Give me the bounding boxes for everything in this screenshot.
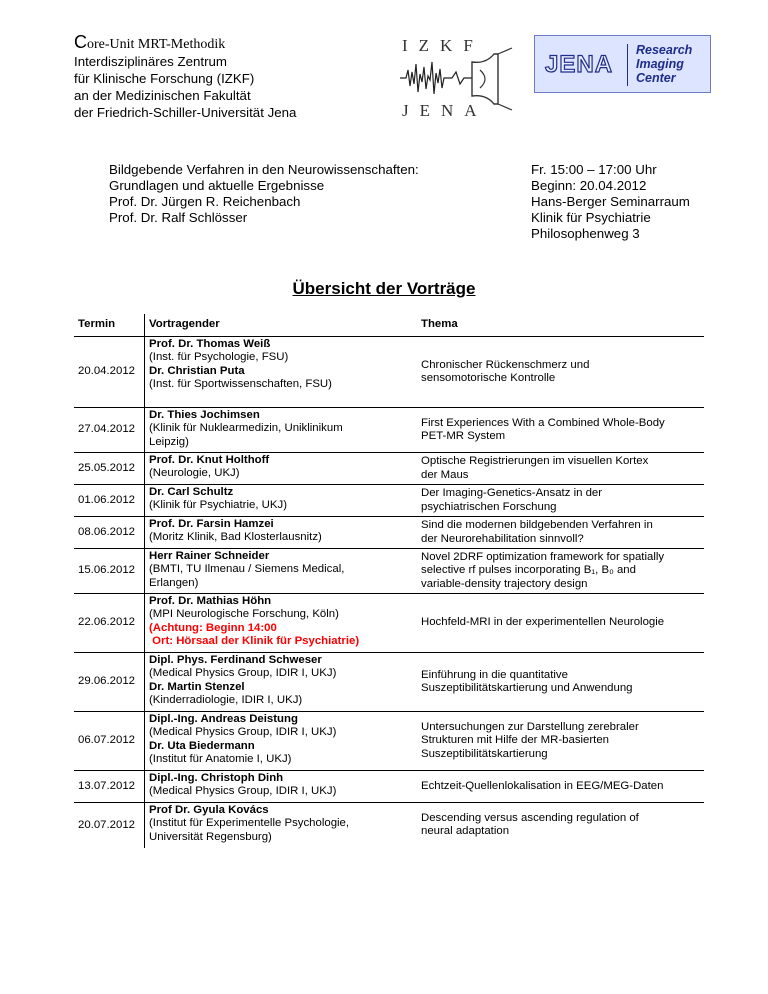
speaker-note: Ort: Hörsaal der Klinik für Psychiatrie) <box>149 635 360 648</box>
talk-speaker <box>145 337 412 408</box>
talk-topic <box>411 712 704 771</box>
topic-line: Descending versus ascending regulation of <box>421 811 639 824</box>
speaker-affiliation: (Institut für Experimentelle Psychologie, <box>149 817 350 830</box>
course-title: Bildgebende Verfahren in den Neurowissenschaften: <box>109 162 419 177</box>
talk-date: 29.06.2012 <box>74 653 145 712</box>
speaker-affiliation: (Kinderradiologie, IDIR I, UKJ) <box>149 694 303 707</box>
talks-table-body <box>74 337 704 848</box>
lecturer-1: Prof. Dr. Jürgen R. Reichenbach <box>109 194 301 209</box>
topic-line: Strukturen mit Hilfe der MR-basierten <box>421 734 610 747</box>
institute-line-5: der Friedrich-Schiller-Universität Jena <box>74 105 297 120</box>
topic-line: Chronischer Rückenschmerz und <box>421 358 590 371</box>
talk-topic <box>411 803 704 848</box>
page-title: Übersicht der Vorträge <box>292 279 476 298</box>
speaker-name: Dr. Martin Stenzel <box>149 680 245 693</box>
street: Philosophenweg 3 <box>531 226 640 241</box>
speaker-affiliation: (Neurologie, UKJ) <box>149 467 240 480</box>
talk-speaker <box>145 485 412 517</box>
room: Hans-Berger Seminarraum <box>531 194 690 209</box>
topic-line: Novel 2DRF optimization framework for spatially <box>421 550 665 563</box>
start-date: Beginn: 20.04.2012 <box>531 178 647 193</box>
talk-topic <box>411 549 704 594</box>
speaker-name: Prof Dr. Gyula Kovács <box>149 804 269 816</box>
talk-speaker <box>145 594 412 653</box>
core-unit-line <box>74 34 296 53</box>
speaker-affiliation: (Klinik für Nuklearmedizin, Uniklinikum <box>149 422 343 435</box>
talk-speaker <box>145 712 412 771</box>
topic-line: neural adaptation <box>421 825 510 838</box>
talk-topic <box>411 453 704 485</box>
talk-date: 20.04.2012 <box>74 337 145 408</box>
speaker-name: Dr. Thies Jochimsen <box>149 409 260 421</box>
institute-line-2: Interdisziplinäres Zentrum <box>74 54 227 69</box>
table-row <box>74 771 704 803</box>
schedule-info <box>531 162 690 242</box>
table-row <box>74 337 704 408</box>
jena-logo-word: JENA <box>545 51 614 78</box>
talk-speaker <box>145 453 412 485</box>
talks-table <box>74 314 704 848</box>
table-row <box>74 408 704 453</box>
talk-speaker <box>145 771 412 803</box>
logo-line-1: Research <box>636 43 693 57</box>
talk-topic <box>411 408 704 453</box>
institute-line-3: für Klinische Forschung (IZKF) <box>74 71 255 86</box>
course-subtitle: Grundlagen und aktuelle Ergebnisse <box>109 178 325 193</box>
speaker-name: Dipl.-Ing. Christoph Dinh <box>149 772 284 784</box>
talk-topic <box>411 517 704 549</box>
speaker-affiliation: Erlangen) <box>149 576 199 589</box>
talk-date: 25.05.2012 <box>74 453 145 485</box>
talk-date: 06.07.2012 <box>74 712 145 771</box>
talk-date: 08.06.2012 <box>74 517 145 549</box>
speaker-name: Prof. Dr. Knut Holthoff <box>149 454 270 466</box>
topic-line: Untersuchungen zur Darstellung zerebraler <box>421 720 639 733</box>
table-row <box>74 453 704 485</box>
speaker-affiliation: (Inst. für Psychologie, FSU) <box>149 351 289 364</box>
institute-line-4: an der Medizinischen Fakultät <box>74 88 251 103</box>
speaker-name: Dipl. Phys. Ferdinand Schweser <box>149 654 322 666</box>
talk-date: 13.07.2012 <box>74 771 145 803</box>
talk-date: 01.06.2012 <box>74 485 145 517</box>
talk-topic <box>411 594 704 653</box>
talk-date: 20.07.2012 <box>74 803 145 848</box>
talk-speaker <box>145 517 412 549</box>
speaker-affiliation: (Medical Physics Group, IDIR I, UKJ) <box>149 667 337 680</box>
speaker-name: Herr Rainer Schneider <box>149 550 270 562</box>
speaker-name: Prof. Dr. Farsin Hamzei <box>149 518 274 530</box>
topic-line: Sind die modernen bildgebenden Verfahren in <box>421 519 653 532</box>
speaker-note: (Achtung: Beginn 14:00 <box>149 621 277 634</box>
talk-topic <box>411 485 704 517</box>
speaker-affiliation: (Institut für Anatomie I, UKJ) <box>149 753 292 766</box>
talk-date: 15.06.2012 <box>74 549 145 594</box>
research-imaging-center-text <box>636 43 692 85</box>
header-termin: Termin <box>74 314 145 337</box>
topic-line: Suszeptibilitätskartierung und Anwendung <box>421 682 633 694</box>
topic-line: sensomotorische Kontrolle <box>421 372 556 384</box>
waveform-icon <box>400 62 472 94</box>
topic-line: selective rf pulses incorporating B₁, B₀ and <box>421 564 636 577</box>
speaker-affiliation: (BMTI, TU Ilmenau / Siemens Medical, <box>149 563 345 576</box>
topic-line: Suszeptibilitätskartierung <box>421 747 548 760</box>
speaker-affiliation: (Klinik für Psychiatrie, UKJ) <box>149 499 287 512</box>
talk-speaker <box>145 549 412 594</box>
topic-line: Der Imaging-Genetics-Ansatz in der <box>421 487 603 500</box>
logo-divider <box>627 44 628 86</box>
speaker-name: Dr. Christian Puta <box>149 364 245 377</box>
izkf-logo-bottom: JENA <box>402 101 488 120</box>
talk-speaker <box>145 653 412 712</box>
topic-line: variable-density trajectory design <box>421 577 588 590</box>
speaker-name: Dr. Carl Schultz <box>149 486 234 498</box>
core-unit-initial: C <box>74 32 87 52</box>
table-row <box>74 594 704 653</box>
izkf-logo <box>398 34 518 126</box>
topic-line: der Neurorehabilitation sinnvoll? <box>421 532 584 545</box>
speaker-name: Prof. Dr. Thomas Weiß <box>149 338 271 350</box>
talk-speaker <box>145 803 412 848</box>
speaker-affiliation: (Inst. für Sportwissenschaften, FSU) <box>149 378 332 391</box>
talk-date: 27.04.2012 <box>74 408 145 453</box>
header-vortragender: Vortragender <box>145 314 412 337</box>
table-row <box>74 803 704 848</box>
topic-line: Echtzeit-Quellenlokalisation in EEG/MEG-Daten <box>421 779 664 792</box>
speaker-affiliation: (Medical Physics Group, IDIR I, UKJ) <box>149 726 337 739</box>
talk-topic <box>411 337 704 408</box>
speaker-affiliation: (Moritz Klinik, Bad Klosterlausnitz) <box>149 531 322 544</box>
course-description <box>109 162 419 226</box>
topic-line: PET-MR System <box>421 430 506 442</box>
table-row <box>74 712 704 771</box>
session-time: Fr. 15:00 – 17:00 Uhr <box>531 162 657 177</box>
talk-topic <box>411 653 704 712</box>
table-row <box>74 653 704 712</box>
table-row <box>74 549 704 594</box>
speaker-name: Dr. Uta Biedermann <box>149 739 255 752</box>
talk-date: 22.06.2012 <box>74 594 145 653</box>
logo-line-3: Center <box>636 71 676 85</box>
speaker-affiliation: (Medical Physics Group, IDIR I, UKJ) <box>149 785 337 798</box>
speaker-affiliation: Universität Regensburg) <box>149 830 272 843</box>
topic-line: der Maus <box>421 468 469 481</box>
izkf-logo-top: IZKF <box>402 36 484 55</box>
topic-line: Optische Registrierungen im visuellen Kortex <box>421 455 649 468</box>
table-row <box>74 517 704 549</box>
logo-line-2: Imaging <box>636 57 684 71</box>
speaker-affiliation: (MPI Neurologische Forschung, Köln) <box>149 608 339 621</box>
clinic: Klinik für Psychiatrie <box>531 210 651 225</box>
table-header-row <box>74 314 704 337</box>
institute-header <box>74 34 296 121</box>
core-unit-text: ore-Unit MRT-Methodik <box>87 37 226 52</box>
table-row <box>74 485 704 517</box>
speaker-affiliation: Leipzig) <box>149 435 189 448</box>
speaker-name: Dipl.-Ing. Andreas Deistung <box>149 713 298 725</box>
speaker-name: Prof. Dr. Mathias Höhn <box>149 595 272 607</box>
talk-topic <box>411 771 704 803</box>
topic-line: Hochfeld-MRI in der experimentellen Neurologie <box>421 616 665 629</box>
talk-speaker <box>145 408 412 453</box>
header-thema: Thema <box>411 314 704 337</box>
topic-line: First Experiences With a Combined Whole-Body <box>421 416 665 429</box>
lecturer-2: Prof. Dr. Ralf Schlösser <box>109 210 248 225</box>
jena-research-imaging-logo <box>534 35 711 93</box>
topic-line: psychiatrischen Forschung <box>421 500 557 513</box>
topic-line: Einführung in die quantitative <box>421 668 568 681</box>
